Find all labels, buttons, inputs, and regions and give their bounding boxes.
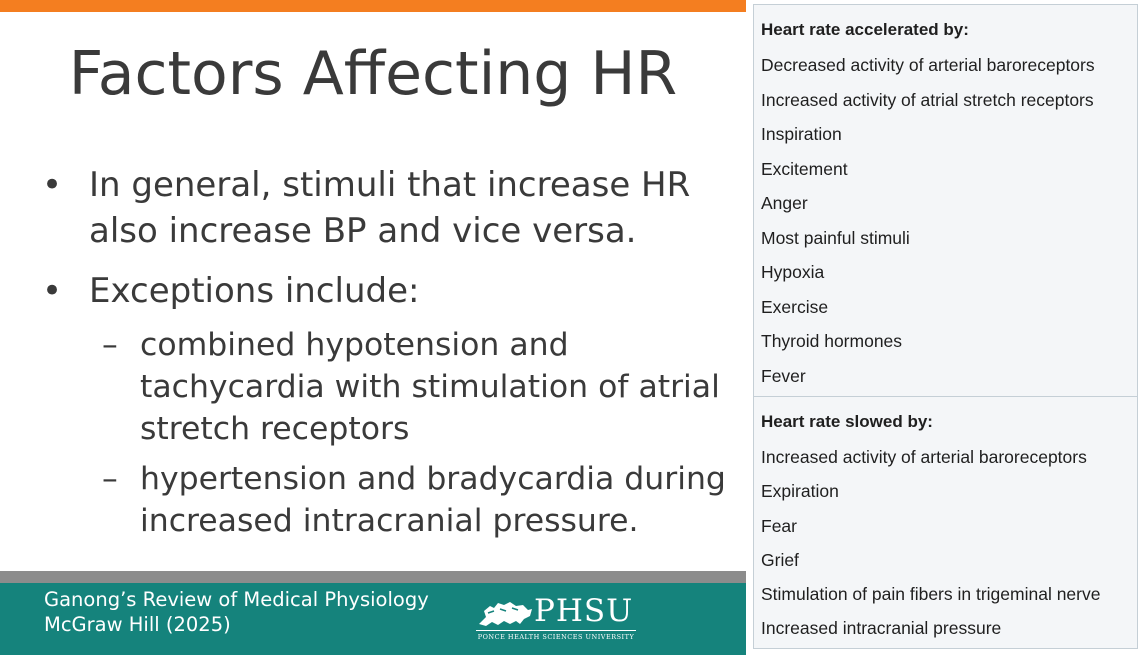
bullet-marker: • [42, 271, 63, 311]
list-item: Anger [761, 193, 808, 213]
slowed-heading: Heart rate slowed by: [761, 412, 933, 431]
list-item: Thyroid hormones [761, 331, 903, 351]
list-item: Inspiration [761, 124, 842, 144]
bullet-item [40, 162, 740, 254]
list-item: Decreased activity of arterial baroreceptors [761, 55, 1095, 75]
list-item: Grief [761, 549, 799, 570]
reference-line-1: Ganong’s Review of Medical Physiology [44, 588, 429, 611]
phsu-logo [476, 595, 636, 643]
footer-divider-bar [0, 571, 746, 583]
bullet-item [40, 268, 740, 314]
accelerated-section [754, 5, 1137, 395]
list-item: Fear [761, 515, 797, 536]
slowed-section [754, 397, 1137, 648]
accelerated-heading: Heart rate accelerated by: [761, 20, 969, 39]
list-item: Increased activity of arterial baroreceptors [761, 447, 1087, 467]
list-item: Increased activity of atrial stretch receptors [761, 89, 1094, 110]
sub-bullet-item [40, 458, 740, 542]
lion-emblem-icon [476, 597, 534, 629]
logo-rule [476, 630, 636, 631]
logo-subtext: PONCE HEALTH SCIENCES UNIVERSITY [477, 633, 635, 641]
slide-content [40, 162, 740, 542]
heart-rate-factors-table [753, 4, 1138, 649]
list-item: Increased intracranial pressure [761, 618, 1002, 639]
logo-wordmark: PHSU [534, 593, 634, 629]
bullet-text: Exceptions include: [89, 271, 420, 311]
sub-bullet-text: combined hypotension and tachycardia with stimulation of atrial stretch receptors [140, 327, 720, 447]
sub-bullet-text: hypertension and bradycardia during increased intracranial pressure. [140, 461, 726, 539]
bullet-text: In general, stimuli that increase HR also increase BP and vice versa. [89, 165, 691, 251]
bullet-marker: • [42, 165, 63, 205]
list-item: Fever [761, 365, 806, 386]
list-item: Expiration [761, 481, 839, 502]
reference-citation [44, 587, 429, 637]
sub-bullet-item [40, 324, 740, 450]
header-accent-bar [0, 0, 746, 12]
list-item: Excitement [761, 158, 848, 179]
list-item: Most painful stimuli [761, 227, 910, 248]
list-item: Hypoxia [761, 262, 825, 282]
list-item: Exercise [761, 296, 829, 317]
reference-line-2: McGraw Hill (2025) [44, 613, 231, 636]
sub-bullet-marker: – [102, 327, 118, 363]
slide-footer [0, 583, 746, 655]
slide-title: Factors Affecting HR [68, 39, 678, 109]
sub-bullet-marker: – [102, 461, 118, 497]
list-item: Stimulation of pain fibers in trigeminal nerve [761, 584, 1101, 605]
